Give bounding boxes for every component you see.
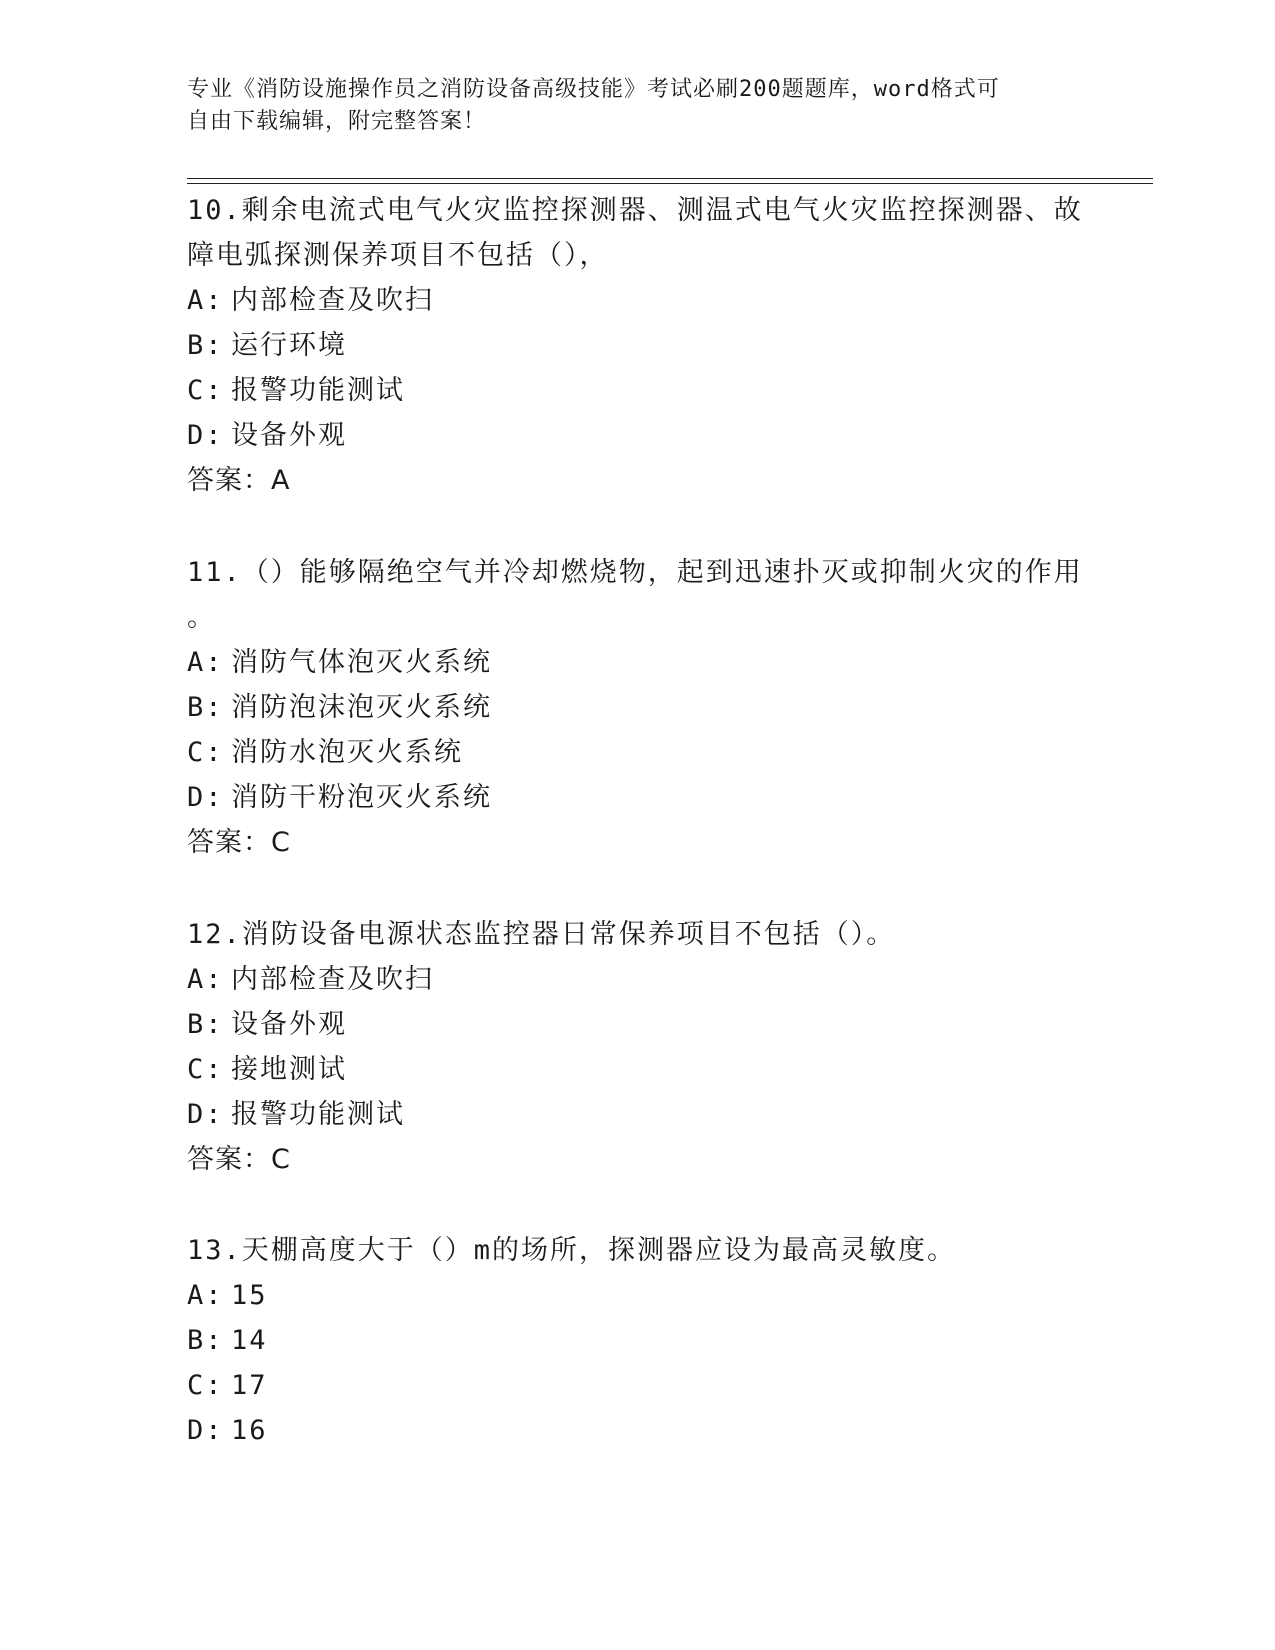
option-text: 设备外观 (231, 420, 347, 451)
option-text: 报警功能测试 (231, 1099, 405, 1130)
option-text: 16 (231, 1415, 268, 1446)
option-d (187, 775, 1087, 820)
question-text-line-2: 障电弧探测保养项目不包括（）， (187, 240, 609, 271)
option-text: 报警功能测试 (231, 375, 405, 406)
option-d (187, 413, 1087, 458)
option-key: B: (187, 692, 224, 723)
option-text: 消防干粉泡灭火系统 (231, 782, 492, 813)
option-key: C: (187, 1370, 224, 1401)
option-c (187, 1047, 1087, 1092)
option-c (187, 1363, 1087, 1408)
question-text-line-2: 。 (187, 602, 216, 633)
option-text: 接地测试 (231, 1054, 347, 1085)
option-a (187, 1273, 1087, 1318)
option-text: 消防泡沫泡灭火系统 (231, 692, 492, 723)
document-header (187, 74, 1087, 138)
option-a (187, 640, 1087, 685)
option-a (187, 957, 1087, 1002)
option-key: C: (187, 1054, 224, 1085)
option-b (187, 685, 1087, 730)
option-text: 15 (231, 1280, 268, 1311)
question-10 (187, 188, 1087, 503)
option-c (187, 368, 1087, 413)
option-c (187, 730, 1087, 775)
option-a (187, 278, 1087, 323)
question-12 (187, 912, 1087, 1182)
option-b (187, 323, 1087, 368)
question-11 (187, 550, 1087, 865)
option-text: 消防水泡灭火系统 (231, 737, 463, 768)
header-line-1: 专业《消防设施操作员之消防设备高级技能》考试必刷200题题库，word格式可 (187, 77, 1000, 102)
header-divider-bottom (187, 183, 1153, 184)
option-d (187, 1408, 1087, 1453)
answer: 答案：C (187, 1144, 291, 1175)
option-key: A: (187, 964, 224, 995)
option-key: A: (187, 285, 224, 316)
header-line-2: 自由下载编辑，附完整答案！ (187, 109, 487, 134)
option-text: 设备外观 (231, 1009, 347, 1040)
question-text-line-1: 12.消防设备电源状态监控器日常保养项目不包括（）。 (187, 919, 896, 950)
option-text: 运行环境 (231, 330, 347, 361)
question-text-line-1: 10.剩余电流式电气火灾监控探测器、测温式电气火灾监控探测器、故 (187, 195, 1083, 226)
option-key: D: (187, 782, 224, 813)
answer: 答案：C (187, 827, 291, 858)
question-13 (187, 1228, 1087, 1453)
option-key: D: (187, 1415, 224, 1446)
option-text: 消防气体泡灭火系统 (231, 647, 492, 678)
option-key: A: (187, 647, 224, 678)
option-key: B: (187, 1009, 224, 1040)
option-text: 内部检查及吹扫 (231, 285, 434, 316)
option-d (187, 1092, 1087, 1137)
option-text: 17 (231, 1370, 268, 1401)
option-b (187, 1318, 1087, 1363)
option-key: B: (187, 1325, 224, 1356)
option-text: 内部检查及吹扫 (231, 964, 434, 995)
header-divider-top (187, 178, 1153, 179)
option-key: D: (187, 1099, 224, 1130)
option-key: D: (187, 420, 224, 451)
option-key: A: (187, 1280, 224, 1311)
option-key: C: (187, 375, 224, 406)
option-key: B: (187, 330, 224, 361)
answer: 答案：A (187, 465, 291, 496)
question-text-line-1: 13.天棚高度大于（）m的场所，探测器应设为最高灵敏度。 (187, 1235, 957, 1266)
question-text-line-1: 11.（）能够隔绝空气并冷却燃烧物，起到迅速扑灭或抑制火灾的作用 (187, 557, 1083, 588)
option-text: 14 (231, 1325, 268, 1356)
option-b (187, 1002, 1087, 1047)
option-key: C: (187, 737, 224, 768)
